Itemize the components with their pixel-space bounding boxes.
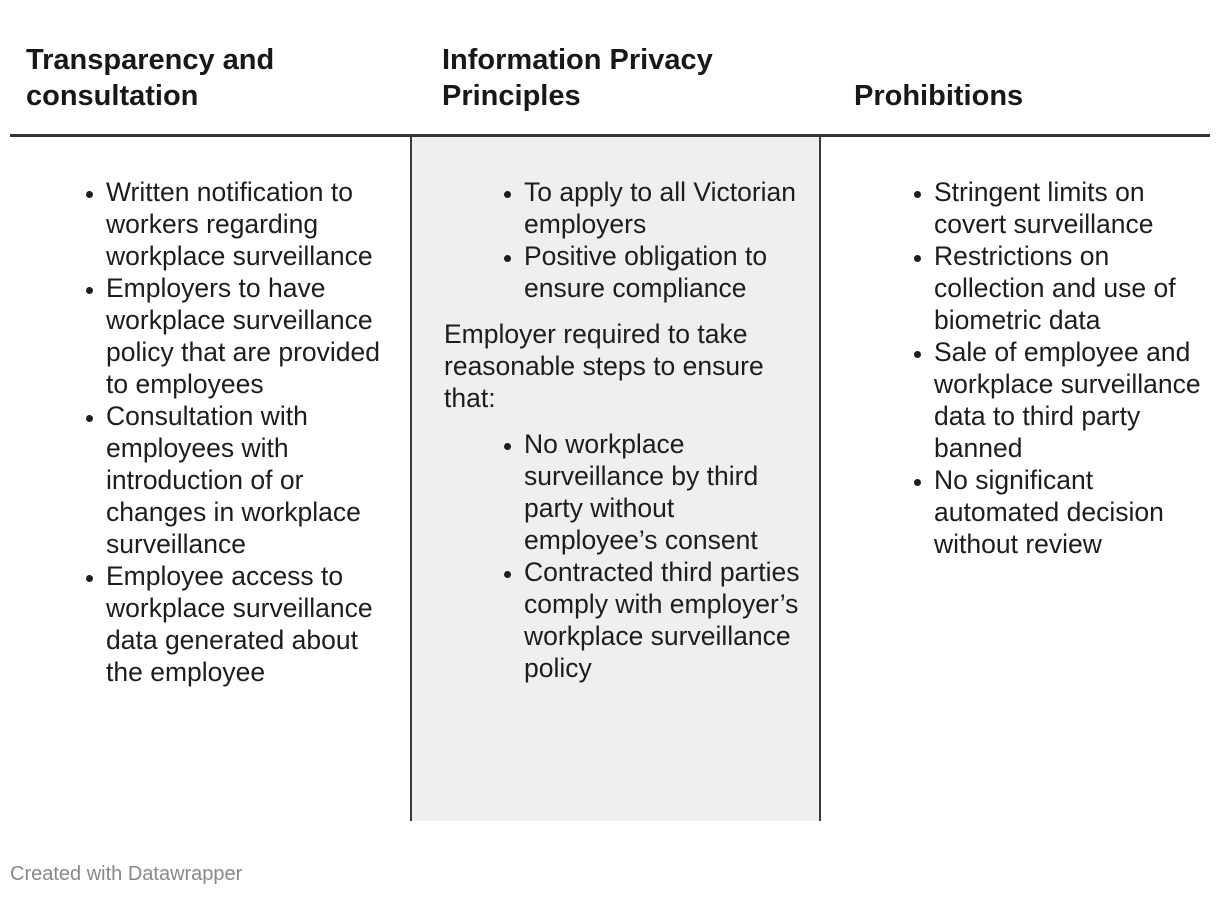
bullet-list [444,176,809,304]
column-header-transparency [10,0,410,134]
list-item: • Employee access to workplace surveillance data generated about the employee [106,560,402,688]
cell-prohibitions [821,137,1210,821]
list-item: • Restrictions on collection and use of biometric data [934,240,1204,336]
list-item: • Contracted third parties comply with employer’s workplace surveillance policy [524,556,809,684]
list-item: • No significant automated decision without review [934,464,1204,560]
list-item: • Consultation with employees with introduction of or changes in workplace surveillance [106,400,402,560]
list-item: • Stringent limits on covert surveillance [934,176,1204,240]
requirement-paragraph: Employer required to take reasonable steps to ensure that: [444,319,764,413]
bullet-list [26,176,402,688]
list-item: • To apply to all Victorian employers [524,176,809,240]
column-header-label: Transparency and consultation [26,44,275,112]
bullet-list [444,428,809,684]
list-item: • Positive obligation to ensure compliance [524,240,809,304]
list-item: • Sale of employee and workplace surveillance data to third party banned [934,336,1204,464]
datawrapper-credit: Created with Datawrapper [10,863,243,885]
comparison-table [10,0,1210,821]
bullet-list [854,176,1204,560]
column-header-label: Information Privacy Principles [442,44,713,112]
table-header-row [10,0,1210,137]
list-item: • No workplace surveillance by third party without employee’s consent [524,428,809,556]
table-body-row [10,137,1210,821]
list-item: • Employers to have workplace surveillance policy that are provided to employees [106,272,402,400]
column-header-privacy-principles [410,0,821,134]
column-header-prohibitions [821,0,1210,134]
cell-privacy-principles [410,137,821,821]
cell-transparency [10,137,410,821]
list-item: • Written notification to workers regarding workplace surveillance [106,176,402,272]
column-header-label: Prohibitions [854,80,1024,112]
